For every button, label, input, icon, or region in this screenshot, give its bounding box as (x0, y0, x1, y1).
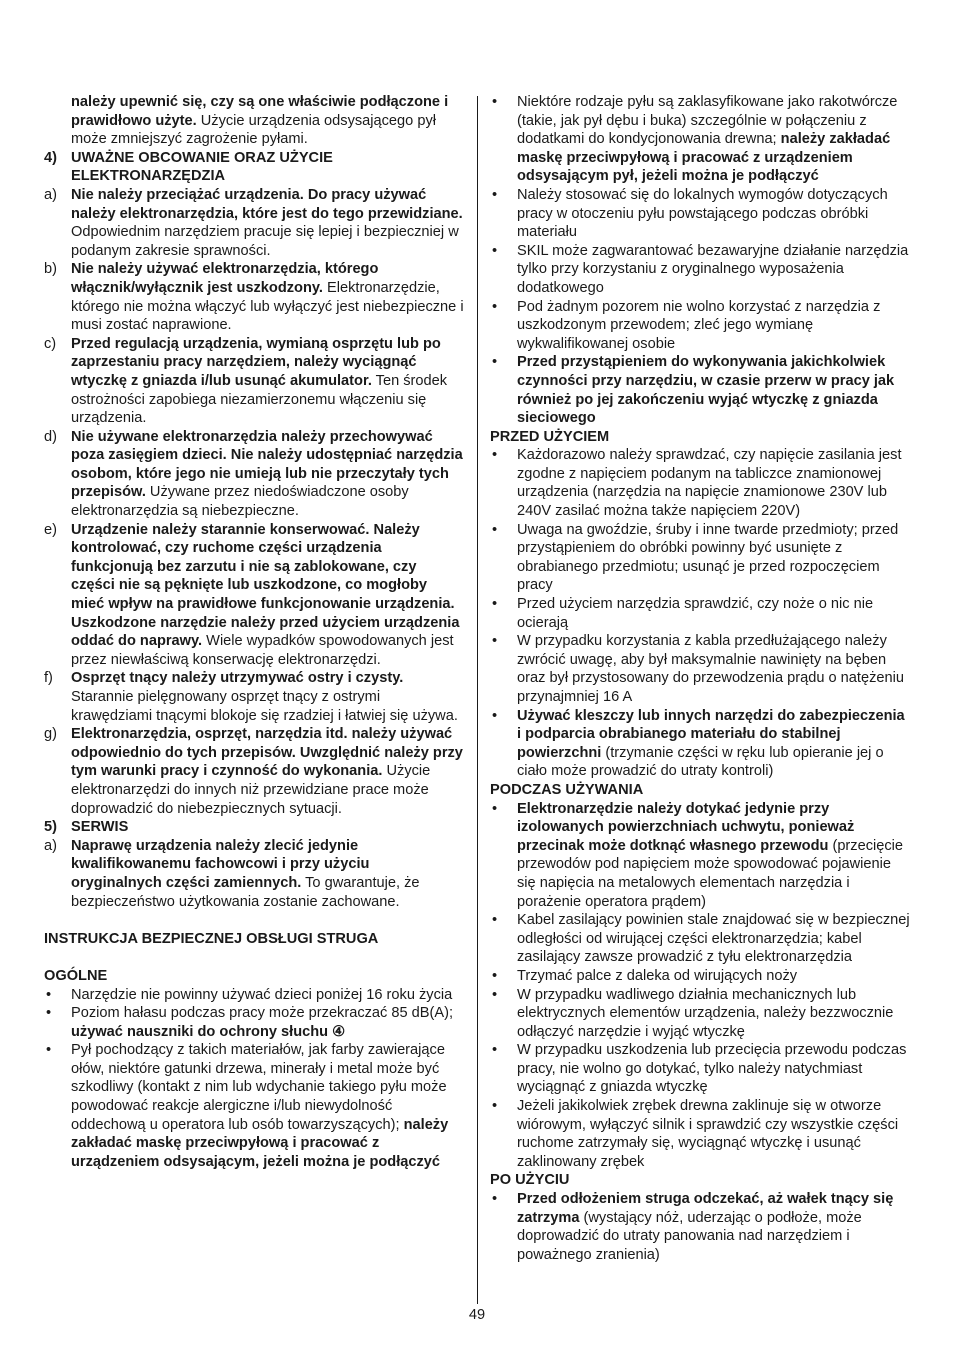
item-text: Używane przez niedoświadczone osoby elektronarzędzia są niebezpieczne. (71, 484, 409, 520)
bullet-icon: • (492, 298, 498, 315)
section-4-title: UWAŻNE OBCOWANIE ORAZ UŻYCIE ELEKTRONARZĘDZIA (71, 149, 333, 185)
item-label: c) (44, 335, 57, 352)
item-4c (44, 335, 464, 428)
general-title: OGÓLNE (44, 967, 108, 984)
list-item (490, 521, 910, 595)
list-item (490, 707, 910, 781)
list-item (490, 911, 910, 967)
bullet-icon: • (46, 1042, 52, 1059)
list-item (44, 986, 464, 1005)
item-text: Odpowiednim narzędziem pracuje się lepiej i bezpieczniej w podanym zakresie sprawności. (71, 224, 459, 259)
list-item (490, 1190, 910, 1264)
item-bold: Nie należy używać elektronarzędzia, którego włącznik/wyłącznik jest uszkodzony. (71, 261, 379, 296)
item-4d (44, 428, 464, 521)
bullet-icon: • (492, 242, 498, 259)
item-label: e) (44, 521, 57, 538)
item-4f (44, 669, 464, 725)
list-item (490, 242, 910, 298)
item-text: Przed użyciem narzędzia sprawdzić, czy noże o nic nie ocierają (517, 596, 874, 631)
item-text: SKIL może zagwarantować bezawaryjne działanie narzędzia tylko przy korzystaniu z oryginalnego wyposażenia dodatkowego (517, 242, 909, 296)
item-bold: Przed przystąpieniem do wykonywania jakichkolwiek czynności przy narzędziu, w czasie przerw w pracy jak również po jej zakończeniu wyjąć wtyczkę z gniazda sieciowego (517, 354, 895, 427)
item-text: W przypadku wadliwego działnia mechanicznych lub elektrycznych elementów urządzenia, należy bezzwocznie odłączyć narzędzie i wyjąć wtyczkę (517, 986, 894, 1040)
list-item (490, 632, 910, 706)
item-text: Należy stosować się do lokalnych wymogów dotyczących pracy w otoczeniu pyłu powstającego podczas obróbki materiału (517, 186, 888, 241)
item-text: Narzędzie nie powinny używać dzieci poniżej 16 roku życia (71, 986, 453, 1003)
bullet-icon: • (492, 912, 498, 929)
item-text: Trzymać palce z daleka od wirujących noży (517, 967, 798, 984)
section-4-heading (44, 149, 464, 186)
section-5-number: 5) (44, 819, 57, 836)
item-4g (44, 725, 464, 818)
list-item (490, 1097, 910, 1171)
item-bold: Naprawę urządzenia należy zlecić jedynie kwalifikowanemu fachowcowi i przy użyciu oryginalnych części zamiennych. (71, 837, 370, 891)
item-text: Jeżeli jakikolwiek zrębek drewna zaklinuje się w otworze wiórowym, wyłączyć silnik i sprawdzić czy wszystkie części ruchome zatrzymały się, wyciągnąć wtyczkę i usunąć zaklinowany zrębek (517, 1098, 899, 1170)
intro-paragraph (44, 93, 464, 149)
bullet-icon: • (492, 707, 498, 724)
item-text: To gwarantuje, że bezpieczeństwo użytkowania zostanie zachowane. (71, 874, 420, 910)
item-label: d) (44, 428, 57, 445)
bullet-icon: • (492, 1098, 498, 1115)
item-text: Poziom hałasu podczas pracy może przekraczać 85 dB(A); (71, 1005, 454, 1022)
item-text: Każdorazowo należy sprawdzać, czy napięcie zasilania jest zgodne z napięciem podanym na tabliczce znamionowej urządzenia (narzędzia na napięcie znamionowe 230V lub 240V zasilać można także napięciem 220V) (517, 447, 902, 520)
list-item (44, 1041, 464, 1171)
bullet-icon: • (492, 1042, 498, 1059)
item-bold: należy zakładać maskę przeciwpyłową i pracować z urządzeniem odsysającym pył, jeżeli można je podłączyć (517, 131, 891, 185)
bullet-icon: • (492, 800, 498, 817)
section-5-heading (44, 818, 464, 837)
item-text: Pod żadnym pozorem nie wolno korzystać z narzędzia z uszkodzonym przewodem; zleć jego wymianę wykwalifikowanej osobie (517, 298, 881, 352)
bullet-icon: • (492, 986, 498, 1003)
after-use-title: PO UŻYCIU (490, 1172, 570, 1189)
item-bold: Osprzęt tnący należy utrzymywać ostry i czysty. (71, 670, 404, 687)
item-text: W przypadku uszkodzenia lub przecięcia przewodu podczas pracy, nie wolno go dotykać, tylko należy natychmiast wyciągnąć z gniazda wtyczkę (517, 1042, 907, 1096)
list-item (490, 595, 910, 632)
item-bold: należy zakładać maskę przeciwpyłową i pracować z urządzeniem odsysającym, jeżeli można je podłączyć (71, 1116, 449, 1170)
list-item (490, 446, 910, 520)
bullet-icon: • (492, 521, 498, 538)
list-item (490, 967, 910, 986)
item-label: a) (44, 186, 57, 203)
instructions-title: INSTRUKCJA BEZPIECZNEJ OBSŁUGI STRUGA (44, 930, 379, 947)
item-text: Kabel zasilający powinien stale znajdować się w bezpiecznej odległości od wirującej części elektronarzędzia; kabel zasilający zawsze prowadzić z tyłu elektronarzędzia (517, 912, 910, 966)
item-bold: Używać kleszczy lub innych narzędzi do zabezpieczenia i podparcia obrabianego materiału do stabilnej powierzchni (517, 707, 905, 761)
item-bold: Przed regulacją urządzenia, wymianą osprzętu lub po zaprzestaniu pracy narzędziem, należy wyciągnąć wtyczkę z gniazda i/lub usunąć akumulator. (71, 335, 441, 389)
list-item (490, 800, 910, 912)
item-bold: Elektronarzędzia, osprzęt, narzędzia itd. należy używać odpowiednio do tych przepisów. Uwzględnić należy przy tym warunki pracy i czynność do wykonania. (71, 726, 463, 780)
bullet-icon: • (492, 186, 498, 203)
item-text: (wystający nóż, uderzając o podłoże, może doprowadzić do utraty panowania nad narzędziem i poważnego zranienia) (517, 1209, 862, 1263)
item-4a (44, 186, 464, 260)
right-column (490, 93, 910, 1264)
bullet-icon: • (492, 1191, 498, 1208)
bullet-icon: • (492, 447, 498, 464)
intro-bold: należy upewnić się, czy są one właściwie podłączone i prawidłowo użyte. (71, 94, 449, 129)
bullet-icon: • (492, 596, 498, 613)
list-item (490, 186, 910, 242)
item-bold: Urządzenie należy starannie konserwować. Należy kontrolować, czy ruchome części urządzenia funkcjonują bez zarzutu i nie są zablokowane, czy części nie są pęknięte lub uszkodzone, co mogłoby mieć wpływ na prawidłowe funkcjonowanie urządzenia. Uszkodzone narzędzie należy przed użyciem urządzenia oddać do naprawy. (71, 521, 460, 650)
bullet-icon: • (492, 354, 498, 371)
during-use-title: PODCZAS UŻYWANIA (490, 781, 644, 798)
item-bold: Przed odłożeniem struga odczekać, aż wałek tnący się zatrzyma (517, 1191, 894, 1226)
item-text: Użycie elektronarzędzi do innych niż przewidziane prace może doprowadzić do niebezpiecznych sytuacji. (71, 763, 431, 817)
item-4b (44, 260, 464, 334)
list-item (44, 1004, 464, 1041)
list-item (490, 986, 910, 1042)
list-item (490, 353, 910, 427)
intro-text: Użycie urządzenia odsysającego pył może zmniejszyć zagrożenie pyłami. (71, 112, 436, 148)
item-label: g) (44, 726, 57, 743)
bullet-icon: • (492, 967, 498, 984)
page-number: 49 (468, 1307, 486, 1323)
item-bold: Nie należy przeciążać urządzenia. Do pracy używać należy elektronarzędzia, które jest do tego przewidziane. (71, 186, 463, 222)
before-use-title: PRZED UŻYCIEM (490, 428, 610, 445)
left-column (44, 93, 464, 1171)
item-text: Pył pochodzący z takich materiałów, jak farby zawierające ołów, niektóre gatunki drzewa, minerały i metal może być szkodliwy (kontakt z nim lub wdychanie takiego pyłu może powodować reakcje alergiczne i/lub niewydolność oddechową u operatora lub osób towarzyszących); (71, 1042, 447, 1133)
section-5-title: SERWIS (71, 819, 129, 836)
bullet-icon: • (46, 1005, 52, 1022)
item-text: (trzymanie części w ręku lub opieranie jej o ciało może prowadzić do utraty kontroli) (517, 744, 884, 780)
item-text: Niektóre rodzaje pyłu są zaklasyfikowane jako rakotwórcze (takie, jak pył dębu i buka) szczególnie w połączeniu z dodatkami do kondycjonowania drewna; (517, 94, 898, 148)
bullet-icon: • (492, 633, 498, 650)
item-text: Starannie pielęgnowany osprzęt tnący z ostrymi krawędziami tnącymi blokoje się rzadziej i łatwiej się używa. (71, 689, 458, 724)
list-item (490, 1041, 910, 1097)
item-text: (przecięcie przewodów pod napięciem może spowodować pojawienie się napięcia na metalowych elementach narzędzia i porażenie operatora prądem) (517, 837, 904, 910)
item-label: a) (44, 837, 57, 854)
item-text: W przypadku korzystania z kabla przedłużającego należy zwrócić uwagę, aby był maksymalnie nawinięty na bęben oraz był przystosowany do przewodzenia prądu o natężeniu przynajmniej 16 A (517, 633, 904, 705)
item-label: b) (44, 261, 57, 278)
section-4-number: 4) (44, 149, 57, 166)
bullet-icon: • (492, 94, 498, 110)
bullet-icon: • (46, 986, 52, 1003)
item-text: Uwaga na gwoździe, śruby i inne twarde przedmioty; przed przystąpieniem do obróbki powinny być usunięte z obrabianego przedmiotu; usunąć je przed rozpoczęciem pracy (517, 521, 899, 594)
item-4e (44, 521, 464, 670)
column-divider (477, 96, 478, 1304)
item-label: f) (44, 670, 53, 687)
list-item (490, 93, 910, 186)
item-bold: Nie używane elektronarzędzia należy przechowywać poza zasięgiem dzieci. Nie należy udostępniać narzędzia osobom, które jego nie umieją lub nie przeczytały tych przepisów. (71, 428, 463, 501)
item-bold: używać nauszniki do ochrony słuchu ④ (71, 1023, 346, 1040)
item-text: Wiele wypadków spowodowanych jest przez niewłaściwą konserwację elektronarzędzi. (71, 633, 454, 668)
item-5a (44, 837, 464, 911)
list-item (490, 298, 910, 354)
item-text: Elektronarzędzie, którego nie można włączyć lub wyłączyć jest niebezpieczne i musi zostać naprawione. (71, 279, 464, 334)
item-bold: Elektronarzędzie należy dotykać jedynie przy izolowanych powierzchniach uchwytu, ponieważ przecinak może dotknąć własnego przewodu (517, 800, 855, 854)
item-text: Ten środek ostrożności zapobiega niezamierzonemu włączeniu się urządzenia. (71, 372, 448, 427)
